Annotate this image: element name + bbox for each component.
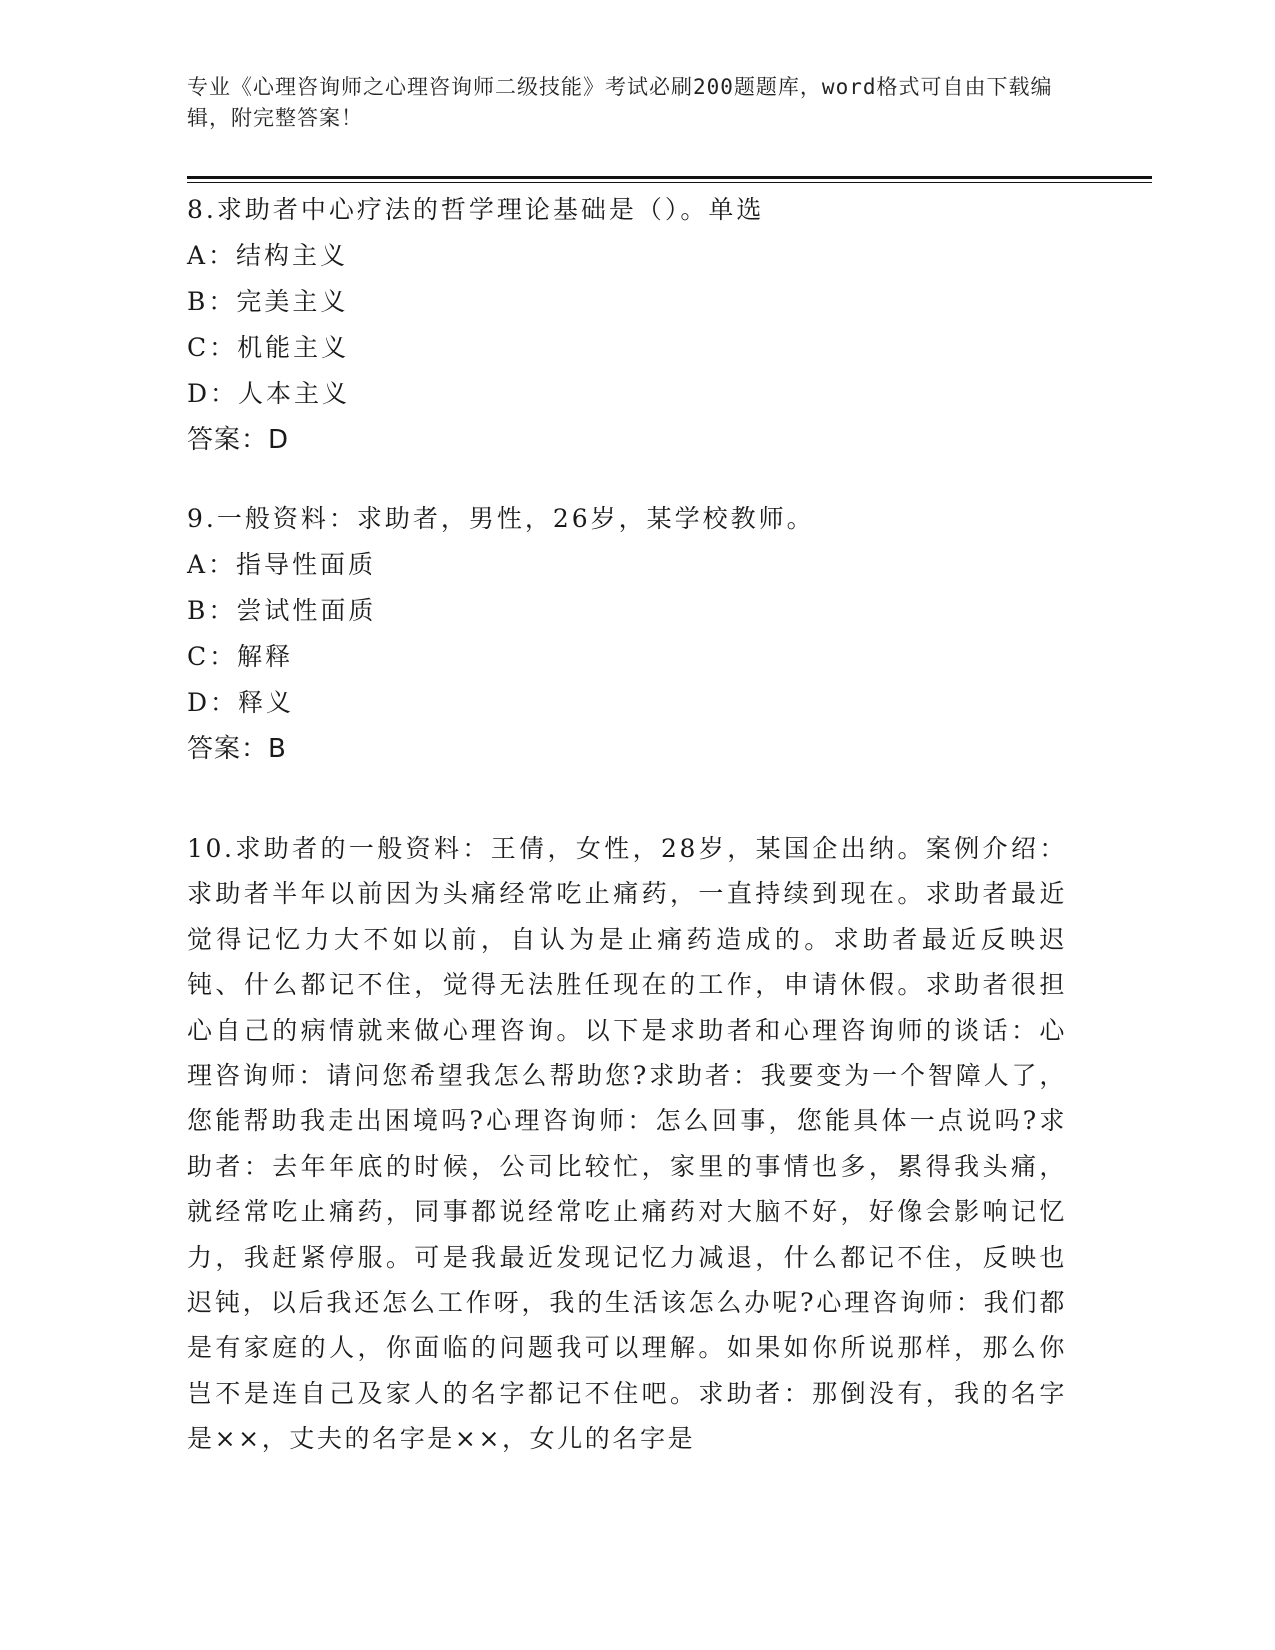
option-d: D：人本主义 bbox=[187, 379, 351, 408]
option-c: C：机能主义 bbox=[187, 333, 350, 362]
header-divider-thin bbox=[187, 182, 1152, 183]
answer-line: 答案：B bbox=[187, 734, 287, 764]
question-8 bbox=[187, 187, 1067, 463]
question-stem: 8.求助者中心疗法的哲学理论基础是（）。单选 bbox=[187, 195, 765, 224]
option-b: B：尝试性面质 bbox=[187, 596, 377, 625]
document-header: 专业《心理咨询师之心理咨询师二级技能》考试必刷200题题库，word格式可自由下载编辑，附完整答案！ bbox=[187, 75, 1053, 130]
option-d: D：释义 bbox=[187, 688, 295, 717]
question-10-paragraph: 10.求助者的一般资料：王倩，女性，28岁，某国企出纳。案例介绍：求助者半年以前因为头痛经常吃止痛药，一直持续到现在。求助者最近觉得记忆力大不如以前，自认为是止痛药造成的。求助者最近反映迟钝、什么都记不住，觉得无法胜任现在的工作，申请休假。求助者很担心自己的病情就来做心理咨询。以下是求助者和心理咨询师的谈话：心理咨询师：请问您希望我怎么帮助您?求助者：我要变为一个智障人了，您能帮助我走出困境吗?心理咨询师：怎么回事，您能具体一点说吗?求助者：去年年底的时候，公司比较忙，家里的事情也多，累得我头痛，就经常吃止痛药，同事都说经常吃止痛药对大脑不好，好像会影响记忆力，我赶紧停服。可是我最近发现记忆力减退，什么都记不住，反映也迟钝，以后我还怎么工作呀，我的生活该怎么办呢?心理咨询师：我们都是有家庭的人，你面临的问题我可以理解。如果如你所说那样，那么你岂不是连自己及家人的名字都记不住吧。求助者：那倒没有，我的名字是××，丈夫的名字是××，女儿的名字是 bbox=[187, 834, 1067, 1454]
option-a: A：结构主义 bbox=[187, 241, 349, 270]
header-divider-thick bbox=[187, 176, 1152, 179]
option-a: A：指导性面质 bbox=[187, 550, 377, 579]
option-b: B：完美主义 bbox=[187, 287, 349, 316]
answer-line: 答案：D bbox=[187, 425, 290, 455]
question-9 bbox=[187, 496, 1067, 772]
option-c: C：解释 bbox=[187, 642, 294, 671]
question-stem: 9.一般资料：求助者，男性，26岁，某学校教师。 bbox=[187, 504, 815, 533]
